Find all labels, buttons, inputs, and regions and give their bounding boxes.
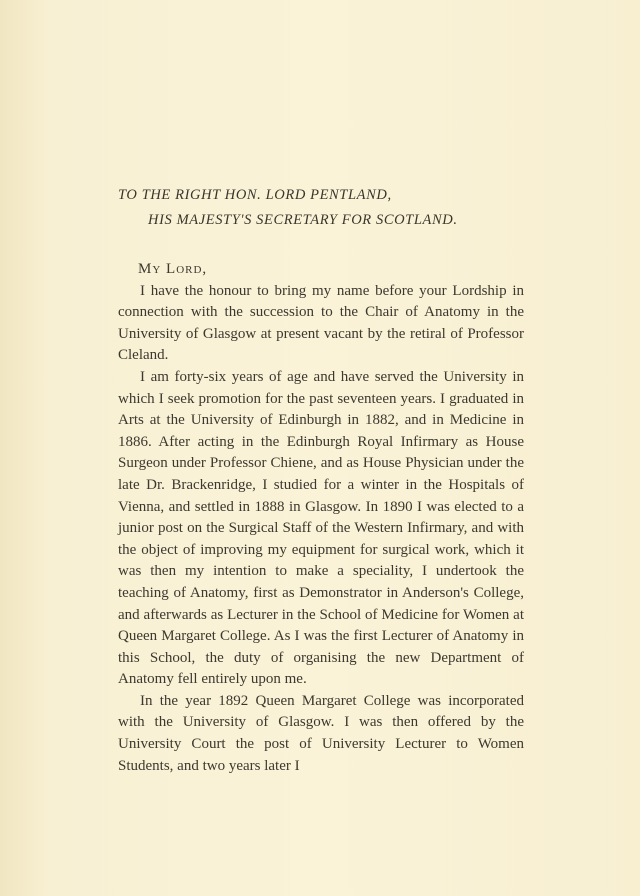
- address-line-2: HIS MAJESTY'S SECRETARY FOR SCOTLAND.: [148, 212, 458, 228]
- address-block: [118, 183, 538, 233]
- letter-body: [118, 259, 524, 777]
- paragraph-2: I am forty-six years of age and have served the University in which I seek promotion for the past seventeen years. I graduated in Arts at the University of Edinburgh in 1882, and in Medicine in 1886. After acting in the Edinburgh Royal Infirmary as House Surgeon under Professor Chiene, and as House Physician under the late Dr. Brackenridge, I studied for a winter in the Hospitals of Vienna, and settled in 1888 in Glasgow. In 1890 I was elected to a junior post on the Surgical Staff of the Western Infirmary, and with the object of improving my equipment for surgical work, which it was then my intention to make a speciality, I undertook the teaching of Anatomy, first as Demonstrator in Anderson's College, and afterwards as Lecturer in the School of Medicine for Women at Queen Margaret College. As I was the first Lecturer of Anatomy in this School, the duty of organising the new Department of Anatomy fell entirely upon me.: [118, 368, 524, 688]
- salutation: My Lord,: [138, 261, 208, 277]
- address-line-1: TO THE RIGHT HON. LORD PENTLAND,: [118, 187, 392, 203]
- paragraph-3: In the year 1892 Queen Margaret College was incorporated with the University of Glasgow. I was then offered by the University Court the post of University Lecturer to Women Students, and two years later I: [118, 692, 524, 774]
- paragraph-1: I have the honour to bring my name before your Lordship in connection with the succession to the Chair of Anatomy in the University of Glasgow at present vacant by the retiral of Professor Cleland.: [118, 282, 524, 364]
